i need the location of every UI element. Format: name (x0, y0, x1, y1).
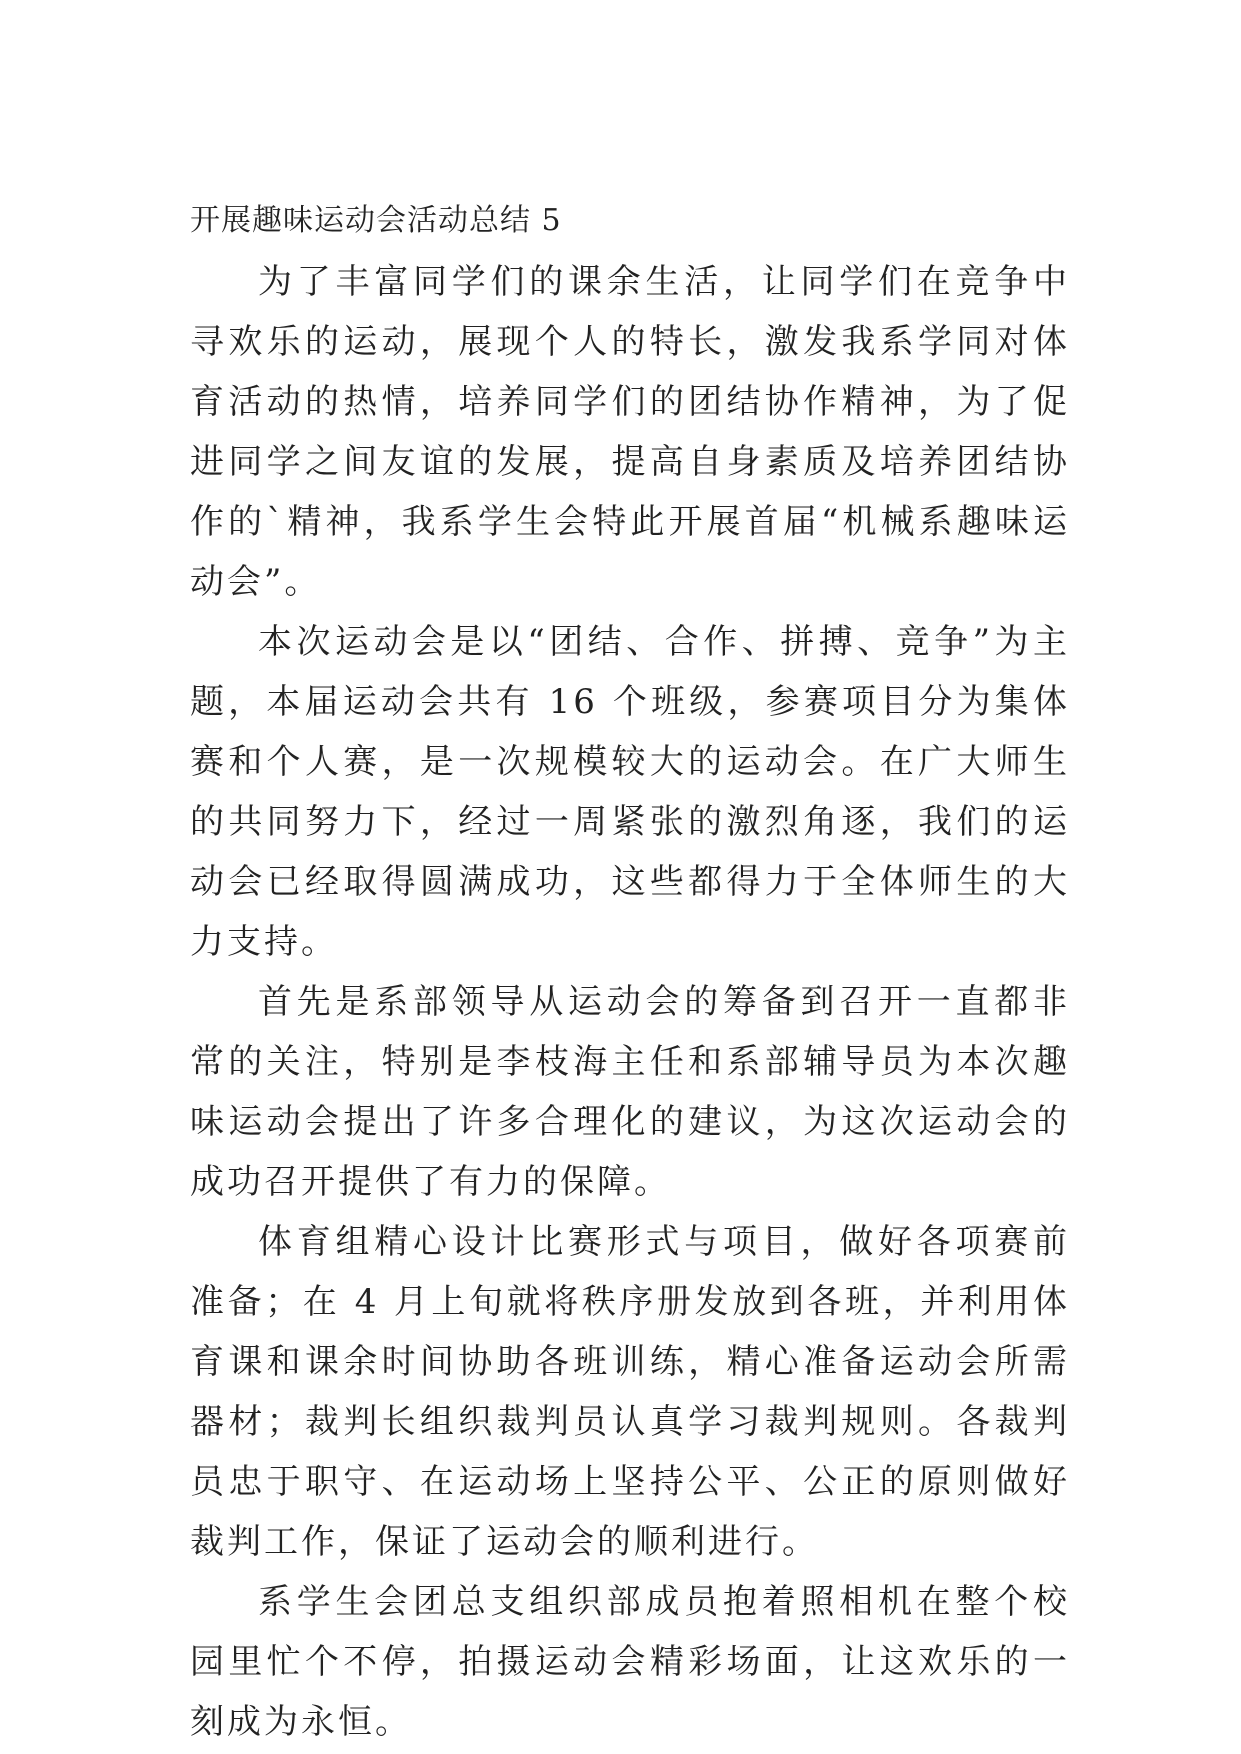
paragraph-5: 系学生会团总支组织部成员抱着照相机在整个校园里忙个不停，拍摄运动会精彩场面，让这欢乐的一刻成为永恒。 (190, 1582, 1070, 1742)
document-title: 开展趣味运动会活动总结 5 (190, 203, 562, 238)
paragraph-2: 本次运动会是以“团结、合作、拼搏、竞争”为主题，本届运动会共有 16 个班级，参赛项目分为集体赛和个人赛，是一次规模较大的运动会。在广大师生的共同努力下，经过一周紧张的激烈角逐，我们的运动会已经取得圆满成功，这些都得力于全体师生的大力支持。 (190, 622, 1070, 962)
paragraph-4: 体育组精心设计比赛形式与项目，做好各项赛前准备；在 4 月上旬就将秩序册发放到各班，并利用体育课和课余时间协助各班训练，精心准备运动会所需器材；裁判长组织裁判员认真学习裁判规则。各裁判员忠于职守、在运动场上坚持公平、公正的原则做好裁判工作，保证了运动会的顺利进行。 (190, 1222, 1070, 1562)
paragraph-3: 首先是系部领导从运动会的筹备到召开一直都非常的关注，特别是李枝海主任和系部辅导员为本次趣味运动会提出了许多合理化的建议，为这次运动会的成功召开提供了有力的保障。 (190, 982, 1070, 1202)
document-page (190, 190, 1070, 1752)
paragraph-1: 为了丰富同学们的课余生活，让同学们在竞争中寻欢乐的运动，展现个人的特长，激发我系学同对体育活动的热情，培养同学们的团结协作精神，为了促进同学之间友谊的发展，提高自身素质及培养团结协作的`精神，我系学生会特此开展首届“机械系趣味运动会”。 (190, 262, 1070, 602)
